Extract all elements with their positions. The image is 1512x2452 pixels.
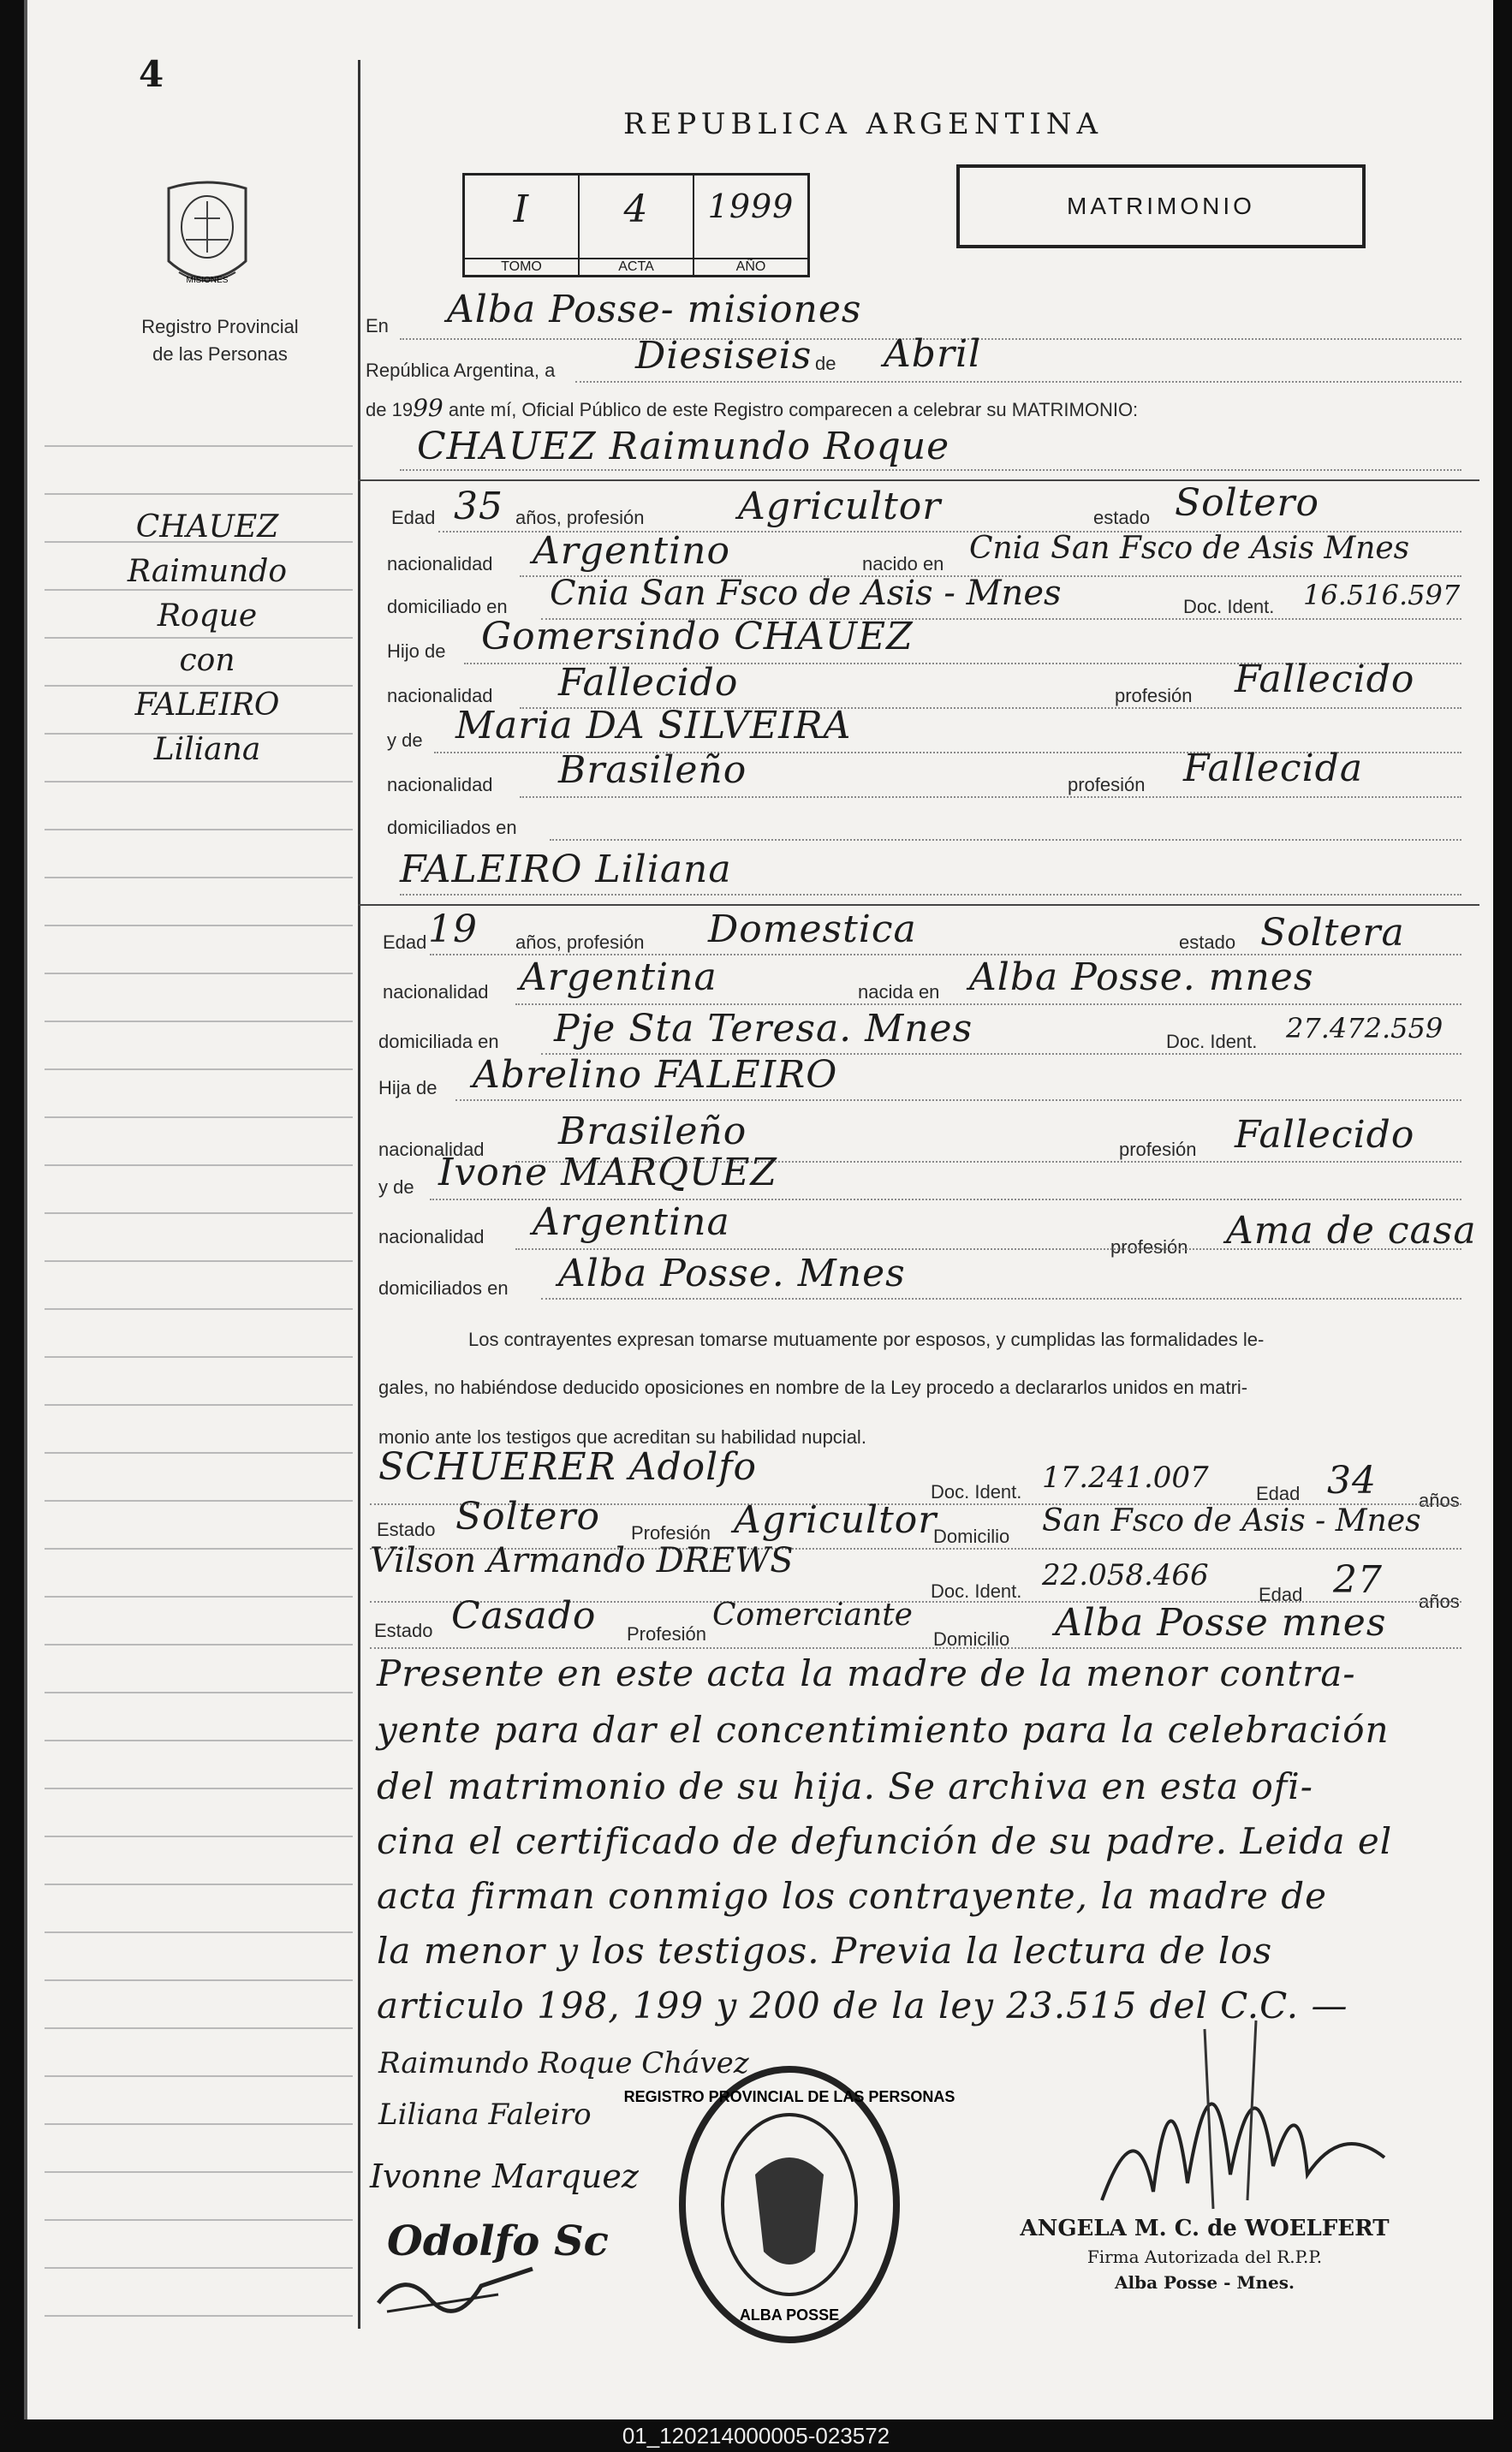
ruled-line — [45, 1836, 353, 1837]
day-value: Diesiseis — [635, 334, 813, 378]
bride-madre-nac: Argentina — [533, 1200, 730, 1244]
official-place: Alba Posse - Mnes. — [1115, 2272, 1295, 2293]
bride-padre-nac: Brasileño — [558, 1110, 747, 1153]
ruled-line — [45, 1979, 353, 1981]
witness2-domicilio: Alba Posse mnes — [1055, 1601, 1387, 1645]
groom-edad: 35 — [454, 485, 503, 528]
witness1-domicilio-label: Domicilio — [933, 1526, 1010, 1547]
bride-profesion: Domestica — [708, 908, 917, 951]
groom-estado-label: estado — [1093, 507, 1151, 528]
margin-names-note — [79, 505, 336, 772]
witness1-domicilio: San Fsco de Asis - Mnes — [1042, 1503, 1421, 1538]
declaration-line: monio ante los testigos que acreditan su habilidad nupcial. — [378, 1426, 866, 1448]
bride-doc: 27.472.559 — [1286, 1012, 1444, 1044]
witness1-anos-label: años — [1419, 1490, 1460, 1511]
month-value: Abril — [884, 332, 982, 376]
bride-edad-label: Edad — [383, 931, 427, 953]
bride-edad: 19 — [428, 908, 478, 951]
ruled-line — [45, 1356, 353, 1358]
ruled-line — [45, 877, 353, 878]
groom-nacionalidad-label: nacionalidad — [387, 553, 493, 574]
groom-padre-prof-label: profesión — [1115, 685, 1193, 706]
bride-madre-label: y de — [378, 1176, 414, 1198]
groom-domicilio: Cnia San Fsco de Asis - Mnes — [550, 574, 1062, 613]
ruled-line — [45, 1548, 353, 1550]
bride-estado-label: estado — [1179, 931, 1236, 953]
observation-line: yente para dar el concentimiento para la celebración — [377, 1709, 1390, 1751]
ruled-line — [45, 973, 353, 974]
witness2-doc-label: Doc. Ident. — [931, 1580, 1022, 1602]
groom-nacionalidad: Argentino — [533, 529, 730, 573]
provincial-seal-icon — [160, 180, 254, 300]
ruled-line — [45, 445, 353, 447]
ruled-line — [45, 2123, 353, 2125]
declaration-line: gales, no habiéndose deducido oposiciones en nombre de la Ley procedo a declararlos unidos en matri- — [378, 1377, 1248, 1398]
republica-label: República Argentina, a — [366, 360, 556, 381]
witness1-profesion-label: Profesión — [631, 1522, 711, 1544]
groom-profesion: Agricultor — [738, 485, 942, 528]
ruled-line — [45, 1021, 353, 1022]
ruled-line — [45, 1931, 353, 1933]
bride-estado: Soltera — [1260, 911, 1405, 955]
bride-name-dotline — [400, 894, 1461, 896]
witness2-edad: 27 — [1333, 1558, 1383, 1602]
witness2-estado-dotline — [370, 1647, 1461, 1649]
ruled-line — [45, 829, 353, 830]
bride-nac-dotline — [515, 1003, 1461, 1005]
bride-padre-nac-label: nacionalidad — [378, 1139, 485, 1160]
ruled-line — [45, 1068, 353, 1070]
doc-type-box — [956, 164, 1366, 248]
ruled-line — [45, 1452, 353, 1454]
observation-line: cina el certificado de defunción de su padre. Leida el — [377, 1820, 1393, 1862]
witness1-doc-label: Doc. Ident. — [931, 1481, 1022, 1503]
groom-padre-nac: Fallecido — [558, 661, 739, 705]
bride-padre-prof-label: profesión — [1119, 1139, 1197, 1160]
ruled-line — [45, 1884, 353, 1885]
margin-note-line: CHAUEZ — [135, 509, 279, 545]
groom-doc: 16.516.597 — [1303, 579, 1461, 611]
observation-line: acta firman conmigo los contrayente, la madre de — [377, 1875, 1327, 1917]
observation-line: del matrimonio de su hija. Se archiva en esta ofi- — [377, 1765, 1313, 1807]
signature-bride: Liliana Faleiro — [378, 2098, 592, 2132]
official-name: ANGELA M. C. de WOELFERT — [1020, 2216, 1390, 2241]
bride-profesion-label: años, profesión — [515, 931, 645, 953]
bride-section-divider — [358, 904, 1479, 906]
place-value: Alba Posse- misiones — [447, 288, 862, 331]
country-title: REPUBLICA ARGENTINA — [623, 107, 1104, 141]
groom-padre-nac-label: nacionalidad — [387, 685, 493, 706]
groom-domicilio-label: domiciliado en — [387, 596, 508, 617]
ruled-line — [45, 2171, 353, 2173]
year-suffix: 99 — [413, 394, 443, 422]
ruled-line — [45, 1164, 353, 1166]
acta-cell — [580, 176, 694, 275]
year-prefix: de 19 — [366, 399, 414, 420]
signature-witness: Odolfo Sc — [387, 2217, 609, 2265]
witness1-edad: 34 — [1327, 1459, 1377, 1503]
ruled-line — [45, 2315, 353, 2317]
witness1-profesion: Agricultor — [734, 1498, 938, 1542]
groom-padres-dom-label: domiciliados en — [387, 817, 517, 838]
margin-vertical-line — [358, 60, 360, 2329]
witness1-doc: 17.241.007 — [1042, 1461, 1209, 1495]
declaration-line: Los contrayentes expresan tomarse mutuamente por esposos, y cumplidas las formalidades le- — [468, 1329, 1265, 1350]
ruled-line — [45, 1260, 353, 1262]
en-label: En — [366, 315, 389, 336]
bride-madre-prof: Ama de casa — [1226, 1209, 1477, 1253]
witness2-anos-label: años — [1419, 1591, 1460, 1612]
bride-padre: Abrelino FALEIRO — [473, 1053, 838, 1097]
ruled-line — [45, 1212, 353, 1214]
margin-note-line: Liliana — [153, 732, 261, 767]
groom-padre-prof: Fallecido — [1235, 658, 1415, 701]
observation-line: articulo 198, 199 y 200 de la ley 23.515 del C.C. — — [377, 1985, 1348, 2026]
bride-padre-prof: Fallecido — [1235, 1113, 1415, 1157]
witness2-profesion-label: Profesión — [627, 1623, 706, 1645]
statement-text: ante mí, Oficial Público de este Registro comparecen a celebrar su MATRIMONIO: — [448, 399, 1139, 420]
margin-note-line: Roque — [157, 598, 258, 634]
page-number: 4 — [139, 53, 164, 95]
de-label: de — [815, 353, 836, 374]
tomo-acta-box — [462, 173, 810, 277]
witness2-edad-label: Edad — [1259, 1584, 1303, 1605]
margin-note-line: Raimundo — [127, 554, 288, 589]
ruled-line — [45, 925, 353, 926]
witness2-estado-label: Estado — [374, 1620, 433, 1641]
anio-cell — [694, 176, 807, 275]
date-dotline — [575, 381, 1461, 383]
groom-padre: Gomersindo CHAUEZ — [481, 615, 914, 658]
bride-madre-nac-label: nacionalidad — [378, 1226, 485, 1247]
svg-text:ALBA POSSE: ALBA POSSE — [739, 2306, 840, 2324]
signature-scribble-icon — [370, 2260, 541, 2320]
witness1-estado-label: Estado — [377, 1519, 436, 1540]
ruled-line — [45, 1740, 353, 1741]
ruled-line — [45, 1404, 353, 1406]
ruled-line — [45, 2267, 353, 2269]
witness2-profesion: Comerciante — [712, 1598, 913, 1633]
official-role: Firma Autorizada del R.P.P. — [1086, 2247, 1323, 2267]
bride-madre-nac-dotline — [515, 1248, 1461, 1250]
bride-madre-prof-label: profesión — [1110, 1236, 1188, 1258]
tomo-cell — [465, 176, 580, 275]
groom-nacido: Cnia San Fsco de Asis Mnes — [969, 531, 1410, 566]
bride-padres-dom-label: domiciliados en — [378, 1277, 509, 1299]
bride-padres-dom-dotline — [541, 1298, 1461, 1300]
signature-groom: Raimundo Roque Chávez — [378, 2046, 749, 2080]
svg-text:REGISTRO PROVINCIAL DE LAS PER: REGISTRO PROVINCIAL DE LAS PERSONAS — [623, 2088, 955, 2105]
ruled-line — [45, 1500, 353, 1502]
tomo-value: I — [513, 187, 530, 231]
anio-value: 1999 — [707, 187, 795, 225]
bride-nacida-label: nacida en — [858, 981, 940, 1003]
ruled-line — [45, 1644, 353, 1646]
ruled-line — [45, 2027, 353, 2029]
groom-madre-label: y de — [387, 729, 423, 751]
acta-label: ACTA — [580, 258, 693, 275]
registry-name — [113, 313, 327, 368]
bride-name-header: FALEIRO Liliana — [400, 848, 732, 891]
margin-note-line: FALEIRO — [134, 687, 280, 723]
groom-madre-nac-label: nacionalidad — [387, 774, 493, 795]
ruled-line — [45, 1788, 353, 1789]
ruled-line — [45, 1116, 353, 1118]
bride-nacionalidad-label: nacionalidad — [383, 981, 489, 1003]
bride-nacida: Alba Posse. mnes — [969, 955, 1314, 999]
groom-estado: Soltero — [1175, 481, 1319, 525]
groom-madre: Maria DA SILVEIRA — [455, 704, 852, 747]
bride-doc-label: Doc. Ident. — [1166, 1031, 1258, 1052]
groom-name-header: CHAUEZ Raimundo Roque — [417, 425, 950, 468]
ruled-line — [45, 2219, 353, 2221]
doc-type: MATRIMONIO — [1067, 193, 1255, 219]
groom-edad-label: Edad — [391, 507, 436, 528]
acta-value: 4 — [623, 187, 649, 231]
observation-line: Presente en este acta la madre de la menor contra- — [377, 1652, 1356, 1694]
record-page — [24, 0, 1493, 2419]
groom-doc-label: Doc. Ident. — [1183, 596, 1275, 617]
groom-madre-prof: Fallecida — [1183, 747, 1364, 790]
groom-profesion-label: años, profesión — [515, 507, 645, 528]
tomo-label: TOMO — [465, 258, 578, 275]
ruled-line — [45, 2075, 353, 2077]
witness2-domicilio-label: Domicilio — [933, 1628, 1010, 1650]
ruled-line — [45, 1596, 353, 1598]
witness2-doc: 22.058.466 — [1042, 1558, 1209, 1592]
groom-madre-prof-label: profesión — [1068, 774, 1146, 795]
groom-name-dotline — [400, 469, 1461, 471]
svg-text:MISIONES: MISIONES — [186, 276, 229, 285]
signature-mother: Ivonne Marquez — [370, 2157, 639, 2195]
official-signature-icon — [1085, 2003, 1410, 2217]
bride-madre: Ivone MARQUEZ — [438, 1151, 777, 1194]
ruled-line — [45, 493, 353, 495]
ruled-line — [45, 1692, 353, 1693]
bride-domicilio-label: domiciliada en — [378, 1031, 499, 1052]
witness1-name: SCHUERER Adolfo — [378, 1445, 758, 1489]
official-block — [991, 2216, 1419, 2293]
bride-padres-dom: Alba Posse. Mnes — [558, 1252, 906, 1295]
ruled-line — [45, 781, 353, 783]
bride-hija-label: Hija de — [378, 1077, 438, 1098]
witness1-estado: Soltero — [455, 1495, 600, 1538]
year-statement — [366, 394, 1138, 422]
bride-domicilio: Pje Sta Teresa. Mnes — [554, 1007, 973, 1050]
bride-padre-dotline — [455, 1099, 1461, 1101]
groom-madre-nac-dotline — [520, 796, 1461, 798]
bride-nacionalidad: Argentina — [520, 955, 717, 999]
margin-note-line: con — [179, 643, 235, 678]
groom-hijo-label: Hijo de — [387, 640, 446, 662]
witness2-name: Vilson Armando DREWS — [370, 1541, 794, 1580]
witness1-edad-label: Edad — [1256, 1483, 1301, 1504]
registry-line1: Registro Provincial — [141, 316, 299, 337]
registry-stamp-icon — [623, 2063, 955, 2346]
groom-nacido-label: nacido en — [862, 553, 944, 574]
registry-line2: de las Personas — [152, 343, 288, 365]
groom-padres-dom-dotline — [550, 839, 1461, 841]
ruled-line — [45, 1308, 353, 1310]
image-caption: 01_120214000005-023572 — [0, 2419, 1512, 2452]
anio-label: AÑO — [694, 258, 807, 275]
witness2-estado: Casado — [451, 1594, 597, 1638]
groom-madre-nac: Brasileño — [558, 748, 747, 792]
observation-line: la menor y los testigos. Previa la lectura de los — [377, 1930, 1273, 1972]
